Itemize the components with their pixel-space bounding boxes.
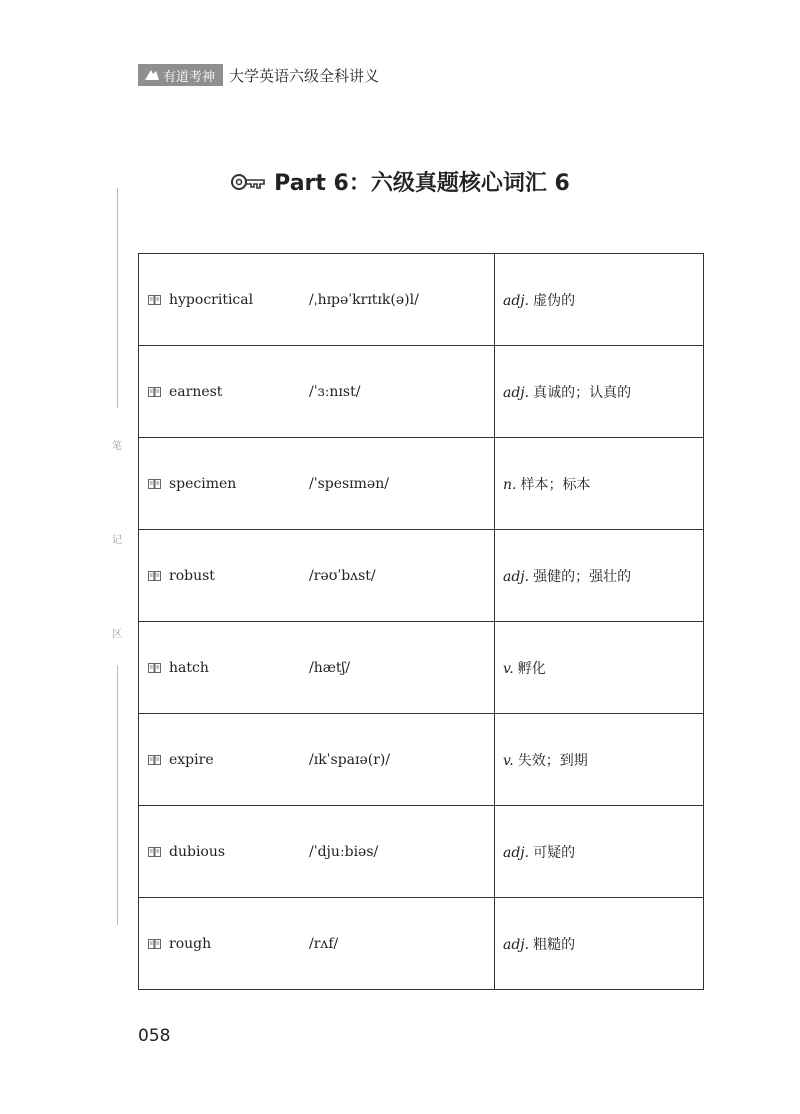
vocab-meaning: 粗糙的 (533, 936, 576, 953)
word-cell (139, 530, 495, 622)
vocab-pos: adj. (503, 568, 530, 585)
book-icon (148, 295, 161, 305)
vocab-word: hatch (169, 659, 209, 676)
vocab-row (139, 530, 704, 622)
meaning-cell (495, 898, 704, 990)
book-icon (148, 939, 161, 949)
vocab-row (139, 346, 704, 438)
word-cell (139, 438, 495, 530)
vocab-word: dubious (169, 843, 226, 860)
book-icon (148, 571, 161, 581)
vocab-word: earnest (169, 383, 223, 400)
vocab-word: hypocritical (169, 291, 254, 308)
vocab-meaning: 虚伪的 (533, 292, 576, 309)
brand-name: 有道考神 (163, 69, 216, 85)
book-icon (148, 387, 161, 397)
vocab-row (139, 806, 704, 898)
vocab-pos: adj. (503, 292, 530, 309)
part-title (0, 166, 800, 197)
vocab-row (139, 254, 704, 346)
margin-line-top (117, 188, 118, 408)
margin-note-char: 笔 (112, 441, 122, 452)
meaning-cell (495, 806, 704, 898)
vocab-pos: adj. (503, 844, 530, 861)
vocab-phonetic: /hætʃ/ (309, 659, 351, 676)
margin-note-char: 区 (112, 629, 122, 640)
meaning-cell (495, 254, 704, 346)
vocab-meaning: 强健的；强壮的 (533, 568, 632, 585)
word-cell (139, 898, 495, 990)
vocab-word: rough (169, 935, 212, 952)
page-header (138, 64, 379, 86)
vocab-table (138, 253, 704, 990)
book-icon (148, 847, 161, 857)
vocab-meaning: 可疑的 (533, 844, 576, 861)
vocab-word: robust (169, 567, 215, 584)
margin-note-char: 记 (112, 535, 122, 546)
vocab-meaning: 孵化 (517, 660, 546, 677)
word-cell (139, 622, 495, 714)
book-icon (148, 755, 161, 765)
vocab-phonetic: /ˈɜːnɪst/ (309, 383, 361, 400)
vocab-pos: n. (503, 476, 517, 493)
meaning-cell (495, 346, 704, 438)
meaning-cell (495, 438, 704, 530)
vocab-row (139, 898, 704, 990)
part-title-text: Part 6：六级真题核心词汇 6 (274, 171, 570, 196)
brand-badge (138, 64, 223, 86)
page-number: 058 (138, 1026, 171, 1046)
vocab-meaning: 失效；到期 (517, 752, 588, 769)
meaning-cell (495, 530, 704, 622)
vocab-pos: adj. (503, 936, 530, 953)
meaning-cell (495, 622, 704, 714)
vocab-phonetic: /ˈspesɪmən/ (309, 475, 389, 492)
meaning-cell (495, 714, 704, 806)
vocab-row (139, 714, 704, 806)
book-title: 大学英语六级全科讲义 (229, 66, 380, 85)
vocab-phonetic: /rəʊˈbʌst/ (309, 567, 376, 584)
vocab-phonetic: /ˈdjuːbiəs/ (309, 843, 379, 860)
vocab-meaning: 样本；标本 (520, 476, 591, 493)
vocab-phonetic: /ˌhɪpəˈkrɪtɪk(ə)l/ (309, 291, 419, 308)
word-cell (139, 714, 495, 806)
book-icon (148, 479, 161, 489)
vocab-pos: v. (503, 660, 514, 677)
vocab-meaning: 真诚的；认真的 (533, 384, 632, 401)
word-cell (139, 254, 495, 346)
vocab-word: specimen (169, 475, 237, 492)
brand-logo-icon (144, 68, 160, 82)
key-icon (230, 172, 266, 192)
book-icon (148, 663, 161, 673)
vocab-row (139, 622, 704, 714)
vocab-pos: v. (503, 752, 514, 769)
vocab-pos: adj. (503, 384, 530, 401)
vocab-phonetic: /ɪkˈspaɪə(r)/ (309, 751, 391, 768)
vocab-phonetic: /rʌf/ (309, 935, 339, 952)
vocab-word: expire (169, 751, 214, 768)
vocab-row (139, 438, 704, 530)
margin-line-bottom (117, 665, 118, 925)
word-cell (139, 346, 495, 438)
word-cell (139, 806, 495, 898)
